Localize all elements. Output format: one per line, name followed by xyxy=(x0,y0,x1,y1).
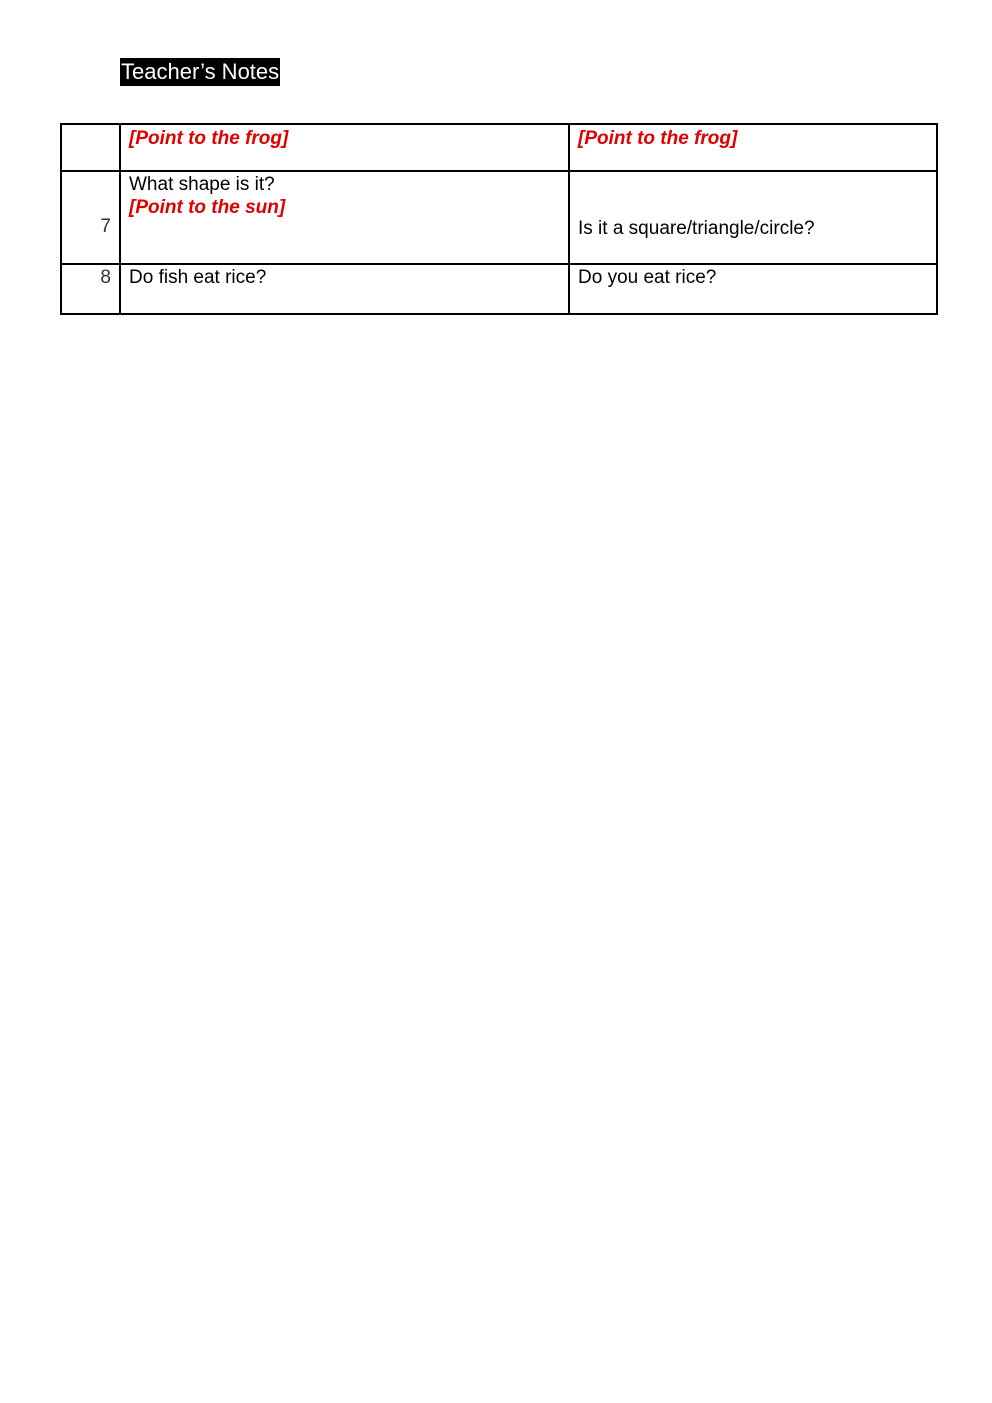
row-number-cell xyxy=(61,264,120,314)
row-number xyxy=(61,124,120,171)
cell-follow-up xyxy=(569,124,937,171)
instruction-text: [Point to the frog] xyxy=(129,128,289,149)
question-text: Is it a square/triangle/circle? xyxy=(578,218,815,239)
cell-follow-up xyxy=(569,264,937,314)
table-row xyxy=(61,171,937,264)
question-text: What shape is it? xyxy=(129,174,275,195)
teachers-notes-label: Teacher’s Notes xyxy=(121,59,280,84)
table-row xyxy=(61,264,937,314)
question-text: Do you eat rice? xyxy=(578,267,717,288)
table-row xyxy=(61,124,937,171)
row-number: 8 xyxy=(100,267,111,288)
cell-follow-up xyxy=(569,171,937,264)
cell-teacher-prompt xyxy=(120,264,569,314)
instruction-text: [Point to the frog] xyxy=(578,128,738,149)
notes-table xyxy=(60,123,938,315)
question-text: Do fish eat rice? xyxy=(129,267,267,288)
cell-teacher-prompt xyxy=(120,171,569,264)
row-number-cell xyxy=(61,171,120,264)
cell-teacher-prompt xyxy=(120,124,569,171)
row-number: 7 xyxy=(100,216,111,237)
instruction-text: [Point to the sun] xyxy=(129,197,286,218)
